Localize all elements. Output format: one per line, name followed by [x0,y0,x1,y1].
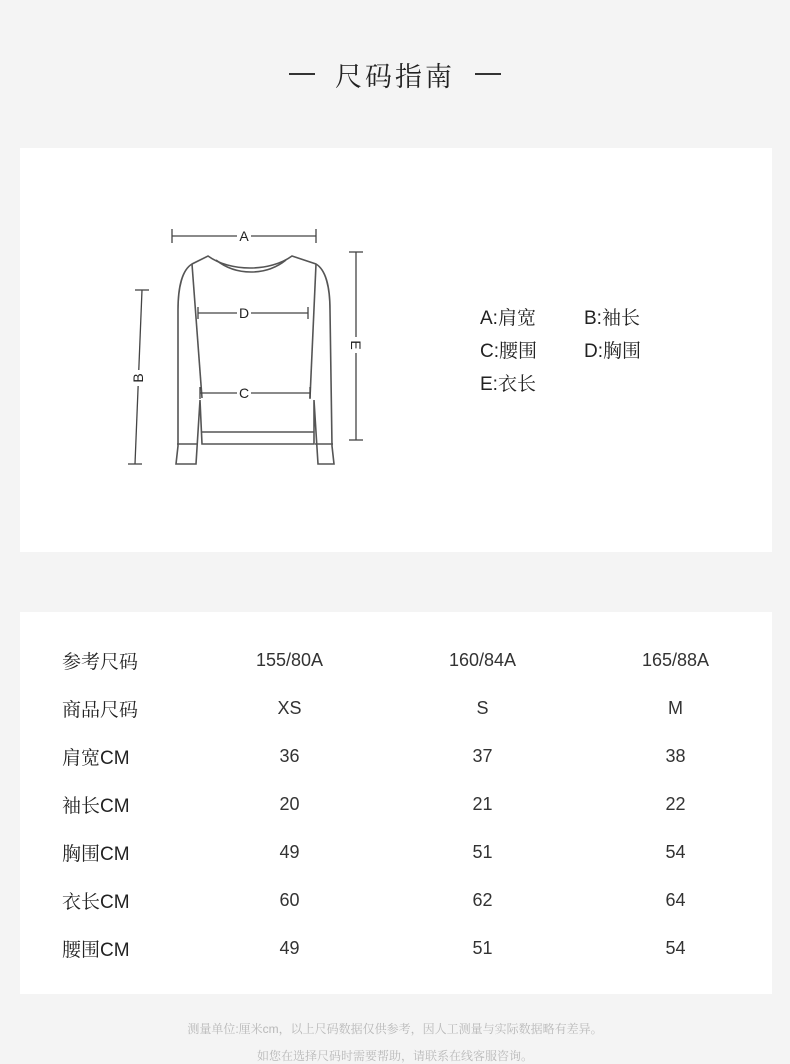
table-cell: S [476,697,489,718]
table-cell: 49 [279,937,300,958]
table-cell: 22 [665,793,686,814]
size-diagram-card [20,148,772,552]
title-left-dash [289,73,315,75]
legend-item: C:腰围 [480,341,538,362]
size-table [20,636,772,972]
table-row [20,732,772,780]
table-cell: 51 [472,937,493,958]
table-cell: 37 [472,745,493,766]
table-cell: 51 [472,841,493,862]
legend-row [480,300,688,333]
row-label: 袖长CM [62,795,130,817]
page-title-row [0,48,790,100]
table-row [20,876,772,924]
row-label: 腰围CM [62,939,130,961]
row-label: 肩宽CM [62,747,130,769]
footnote-measurement: 测量单位:厘米cm，以上尺码数据仅供参考，因人工测量与实际数据略有差异。 [187,1022,603,1036]
sweater-diagram [120,218,400,478]
label-d: D [238,305,250,321]
legend-item: B:袖长 [584,308,640,329]
table-cell: 21 [472,793,493,814]
size-table-card [20,612,772,994]
measurement-legend [480,300,688,399]
label-b: B [130,373,146,383]
table-cell: 36 [279,745,300,766]
table-cell: 64 [665,889,686,910]
table-cell: 38 [665,745,686,766]
label-e: E [348,340,364,350]
row-label: 衣长CM [62,891,130,913]
legend-item: A:肩宽 [480,308,536,329]
legend-item: D:胸围 [584,341,642,362]
row-label: 参考尺码 [62,651,139,673]
table-row [20,684,772,732]
label-a: A [239,228,249,244]
title-right-dash [475,73,501,75]
table-cell: XS [277,697,302,718]
legend-row [480,366,688,399]
table-cell: M [668,697,683,718]
table-cell: 60 [279,889,300,910]
table-cell: 155/80A [255,649,324,670]
table-row [20,828,772,876]
table-cell: 20 [279,793,300,814]
footnote-help: 如您在选择尺码时需要帮助，请联系在线客服咨询。 [256,1049,533,1063]
table-row [20,924,772,972]
row-label: 商品尺码 [62,699,139,721]
table-row [20,780,772,828]
table-cell: 62 [472,889,493,910]
table-cell: 165/88A [641,649,710,670]
table-cell: 160/84A [448,649,517,670]
row-label: 胸围CM [62,843,130,865]
label-c: C [238,385,250,401]
table-cell: 54 [665,937,686,958]
table-row [20,636,772,684]
legend-item: E:衣长 [480,374,536,395]
sweater-collar [216,260,286,272]
legend-row [480,333,688,366]
table-cell: 54 [665,841,686,862]
page-title: 尺码指南 [335,61,455,92]
table-cell: 49 [279,841,300,862]
